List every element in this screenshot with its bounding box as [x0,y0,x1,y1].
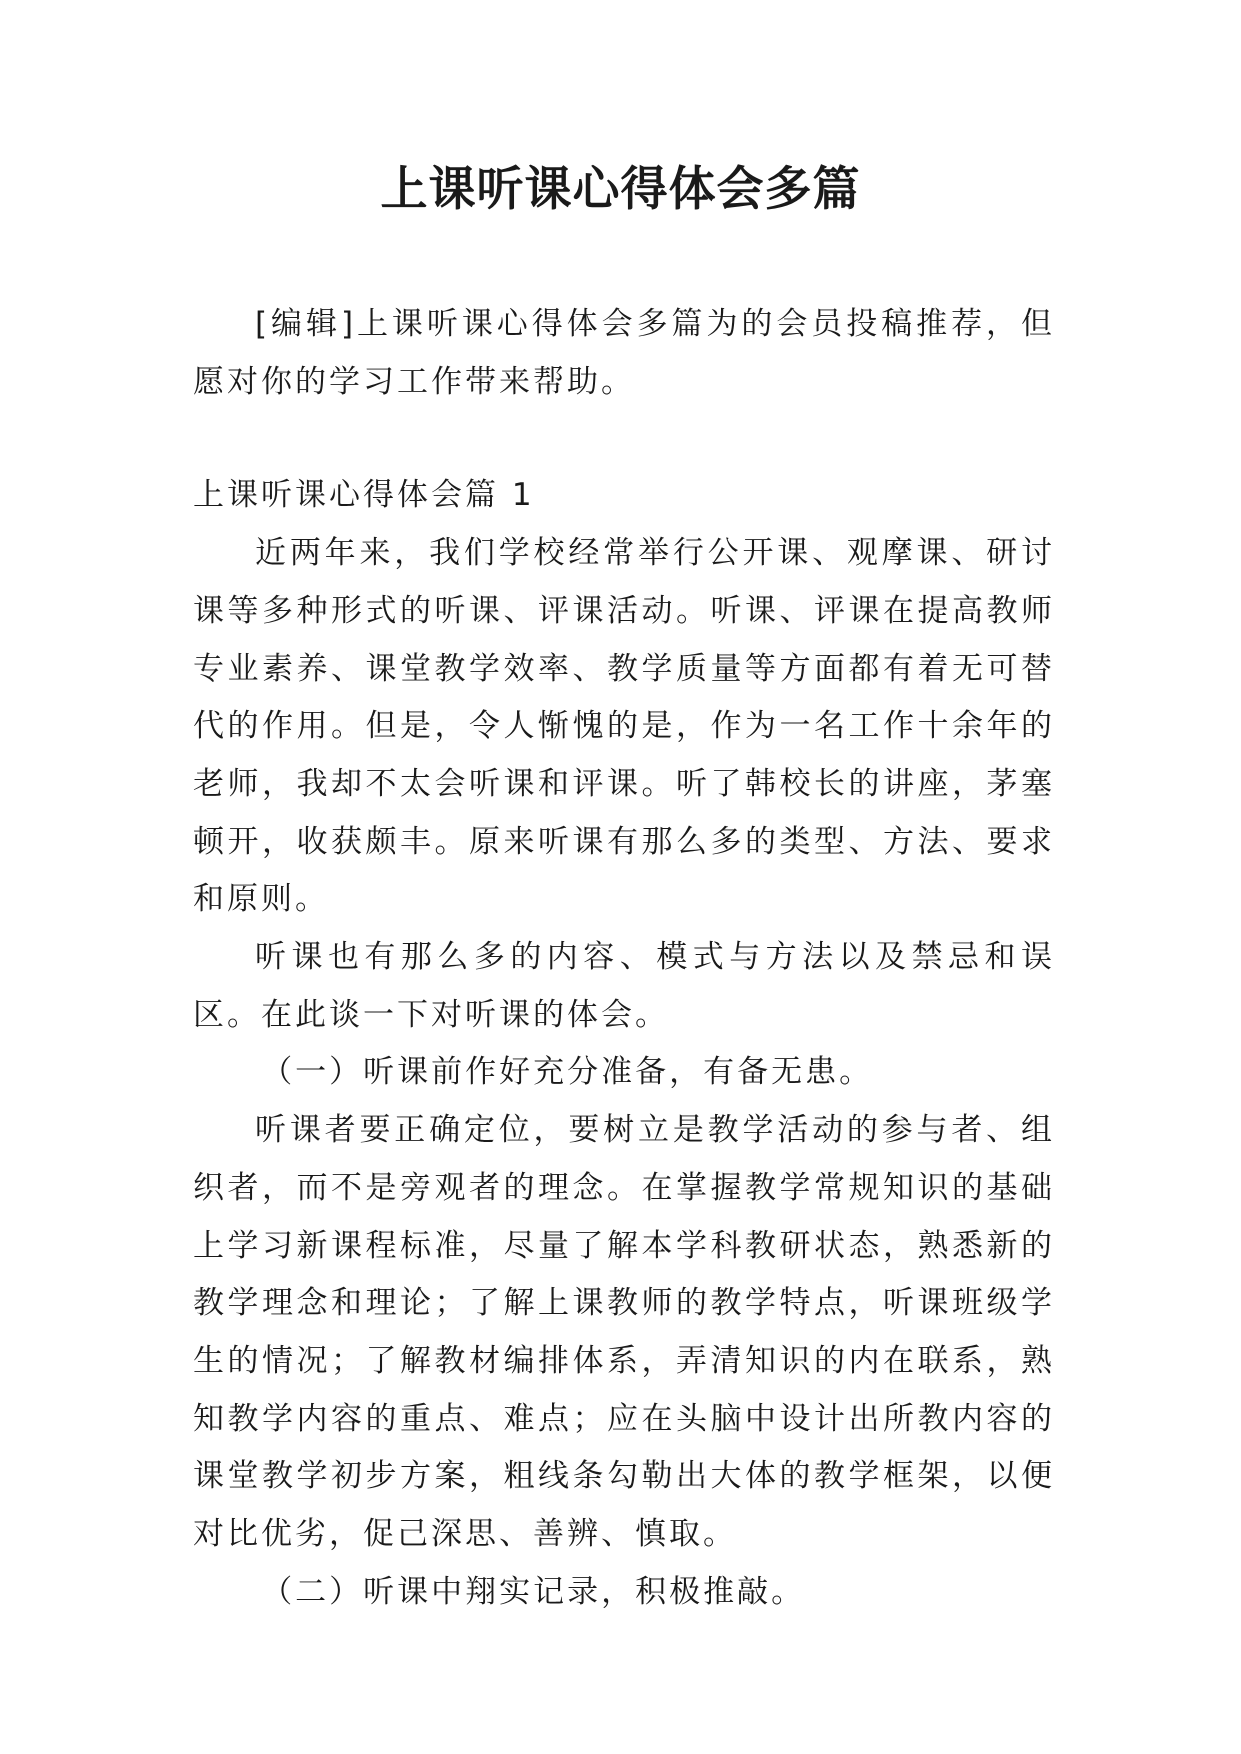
subheading-paragraph: （二）听课中翔实记录，积极推敲。 [261,1573,806,1610]
section-heading: 上课听课心得体会篇 1 [193,477,535,514]
body-paragraph: 近两年来，我们学校经常举行公开课、观摩课、研讨课等多种形式的听课、评课活动。听课、评课在提高教师专业素养、课堂教学效率、教学质量等方面都有着无可替代的作用。但是，令人惭愧的是，作为一名工作十余年的老师，我却不太会听课和评课。听了韩校长的讲座，茅塞顿开，收获颇丰。原来听课有那么多的类型、方法、要求和原则。 [193,535,1055,918]
body-paragraph: 听课者要正确定位，要树立是教学活动的参与者、组织者，而不是旁观者的理念。在掌握教学常规知识的基础上学习新课程标准，尽量了解本学科教研状态，熟悉新的教学理念和理论；了解上课教师的教学特点，听课班级学生的情况；了解教材编排体系，弄清知识的内在联系，熟知教学内容的重点、难点；应在头脑中设计出所教内容的课堂教学初步方案，粗线条勾勒出大体的教学框架，以便对比优劣，促己深思、善辨、慎取。 [193,1112,1055,1553]
intro-paragraph: [编辑]上课听课心得体会多篇为的会员投稿推荐，但愿对你的学习工作带来帮助。 [193,306,1055,400]
body-paragraph: 听课也有那么多的内容、模式与方法以及禁忌和误区。在此谈一下对听课的体会。 [193,939,1055,1033]
subheading-paragraph: （一）听课前作好充分准备，有备无患。 [261,1054,874,1091]
paragraph-gap [193,411,1055,467]
document-title: 上课听课心得体会多篇 [380,162,861,217]
document-body [193,296,1055,1621]
